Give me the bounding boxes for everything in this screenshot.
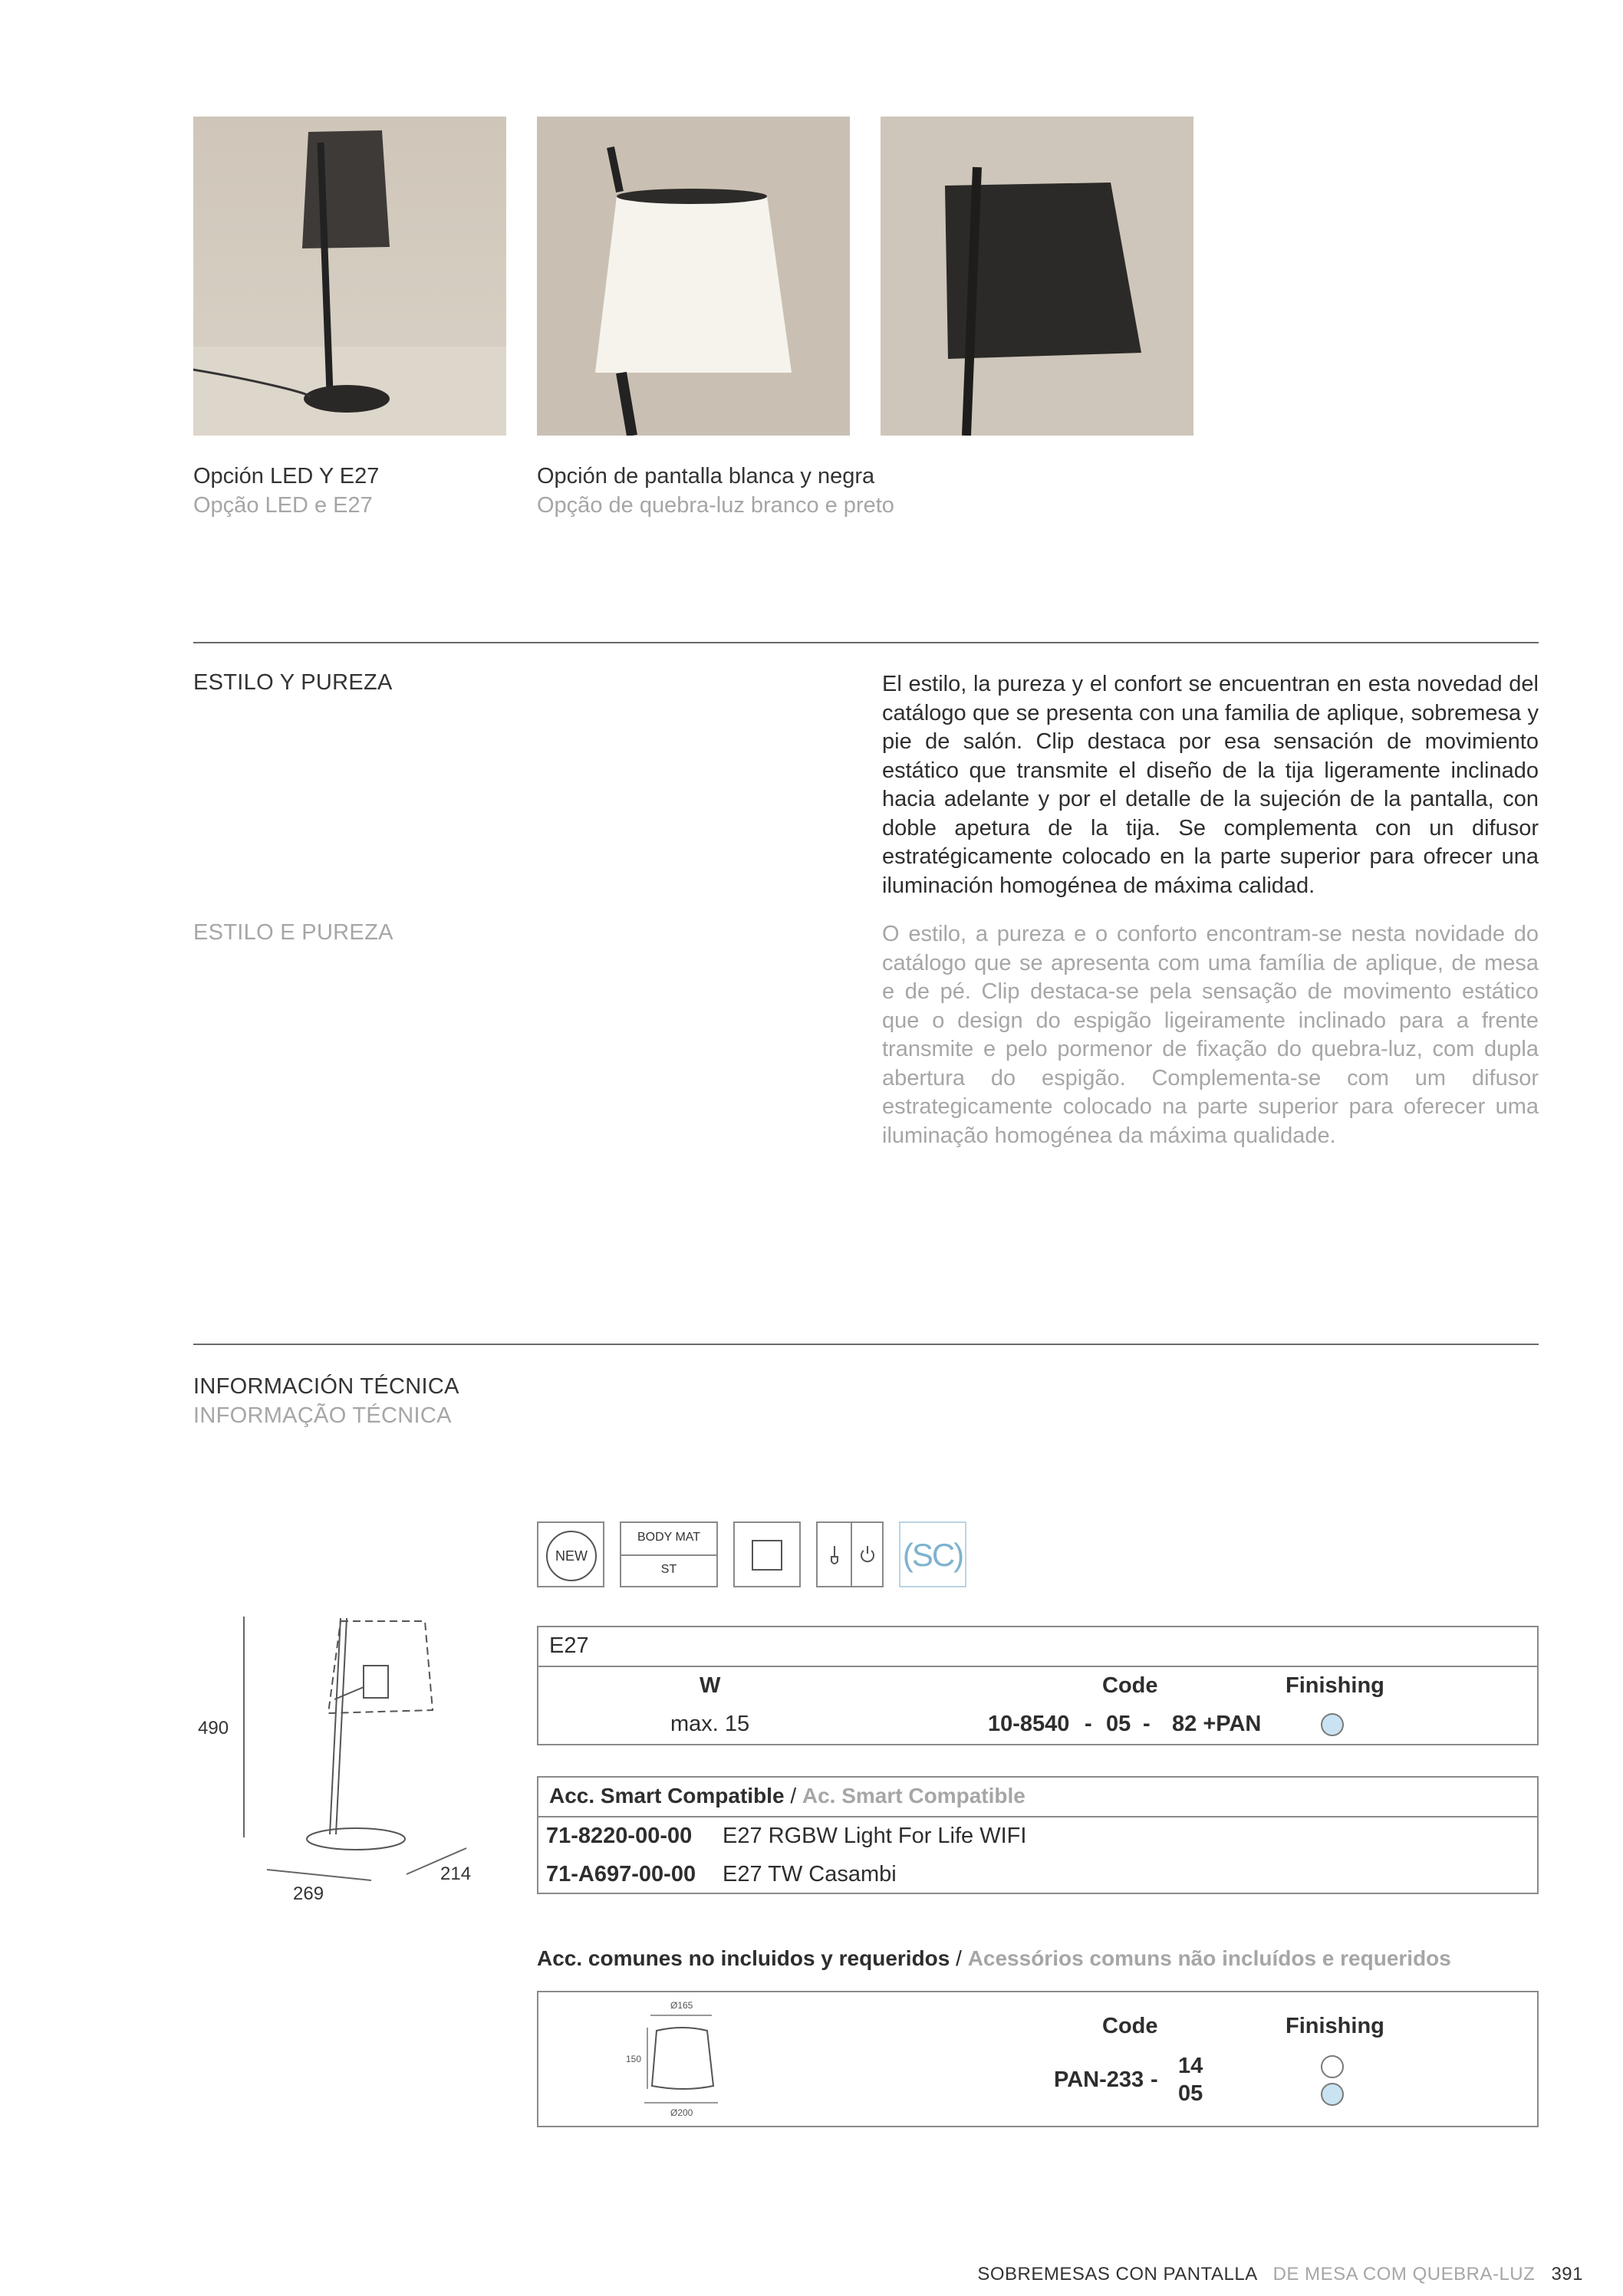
dim-depth: 214	[440, 1863, 472, 1884]
new-badge	[537, 1521, 604, 1587]
photo-lamp-led	[193, 117, 506, 436]
accessories-table	[537, 1991, 1539, 2127]
footer-section-pt: DE MESA COM QUEBRA-LUZ	[1272, 2264, 1536, 2284]
accessories-title-separator: /	[956, 1946, 962, 1970]
class-ii-icon	[733, 1521, 801, 1587]
caption-led	[193, 462, 379, 520]
e27-col-code: Code	[1102, 1673, 1158, 1698]
accessories-variant-05: 05	[1178, 2081, 1203, 2106]
smart-title-separator: /	[790, 1784, 797, 1808]
accessories-dash: -	[1151, 2067, 1158, 2092]
e27-table	[537, 1626, 1539, 1745]
switch-plug-icon	[816, 1521, 884, 1587]
divider-style	[193, 642, 1539, 643]
dim-height: 490	[198, 1718, 229, 1738]
tech-title-es: INFORMACIÓN TÉCNICA	[193, 1374, 459, 1399]
accessories-code: PAN-233	[1054, 2067, 1144, 2092]
style-title-pt: ESTILO E PUREZA	[193, 920, 393, 945]
smart-row-code: 71-A697-00-00	[546, 1862, 696, 1886]
shade-drawing	[621, 1997, 736, 2124]
photo-lamp-black-shade	[881, 117, 1193, 436]
body-mat-badge	[620, 1521, 718, 1587]
footer-section-es: SOBREMESAS CON PANTALLA	[977, 2264, 1257, 2284]
divider-tech	[193, 1344, 1539, 1345]
accessories-col-finishing: Finishing	[1286, 2014, 1384, 2038]
smart-row-desc: E27 RGBW Light For Life WIFI	[723, 1824, 1027, 1848]
tech-title-pt: INFORMAÇÃO TÉCNICA	[193, 1403, 452, 1428]
accessories-col-code: Code	[1102, 2014, 1158, 2038]
caption-led-es: Opción LED Y E27	[193, 464, 380, 488]
body-mat-label: BODY MAT	[637, 1531, 701, 1544]
e27-w-value: max. 15	[670, 1712, 750, 1736]
style-title-es: ESTILO Y PUREZA	[193, 670, 393, 695]
shade-bottom-dim: Ø200	[670, 2107, 693, 2118]
caption-shade-es: Opción de pantalla blanca y negra	[537, 464, 875, 488]
dim-width: 269	[293, 1883, 324, 1904]
lamp-technical-drawing	[193, 1610, 485, 1917]
page-number: 391	[1551, 2264, 1583, 2284]
e27-col-w: W	[700, 1673, 721, 1698]
e27-code-prefix: 10-8540	[988, 1712, 1070, 1736]
accessories-variant-14: 14	[1178, 2054, 1203, 2078]
accessories-title-es: Acc. comunes no incluidos y requeridos	[537, 1946, 950, 1970]
footer	[977, 2264, 1583, 2285]
smart-compatible-badge	[899, 1521, 966, 1587]
accessories-swatch-white	[1321, 2055, 1344, 2078]
sc-label: (SC)	[902, 1537, 963, 1573]
tech-heading	[193, 1372, 459, 1430]
accessories-title-pt: Acessórios comuns não incluídos e requeridos	[967, 1946, 1451, 1970]
smart-table-heading	[549, 1784, 1025, 1808]
e27-title: E27	[549, 1633, 589, 1658]
caption-shade-pt: Opção de quebra-luz branco e preto	[537, 493, 894, 518]
shade-height-dim: 150	[626, 2054, 642, 2064]
smart-row-desc: E27 TW Casambi	[723, 1862, 897, 1886]
e27-dash-2: -	[1143, 1712, 1151, 1736]
smart-compatible-table	[537, 1776, 1539, 1894]
e27-col-finishing: Finishing	[1286, 1673, 1384, 1698]
e27-code-mid: 05	[1106, 1712, 1131, 1736]
new-badge-label: NEW	[555, 1548, 588, 1564]
shade-top-dim: Ø165	[670, 2000, 693, 2011]
e27-dash-1: -	[1085, 1712, 1092, 1736]
e27-finishing-swatch	[1321, 1713, 1344, 1736]
caption-led-pt: Opção LED e E27	[193, 493, 373, 518]
photo-lamp-white-shade	[537, 117, 850, 436]
body-mat-value: ST	[660, 1563, 677, 1576]
style-text-es: El estilo, la pureza y el confort se encuentran en esta novedad del catálogo que se presenta con una familia de aplique, sobremesa y pie de salón. Clip destaca por esa sensación de movimiento estático que transmite el diseño de la tija ligeramente inclinado hacia adelante y por el detalle de la sujeción de la pantalla, con doble apetura de la tija. Se complementa con un difusor estratégicamente colocado en la parte superior para ofrecer una iluminación homogénea de máxima calidad.	[882, 672, 1539, 898]
smart-row-code: 71-8220-00-00	[546, 1824, 693, 1848]
accessories-swatch-blue	[1321, 2083, 1344, 2106]
style-text-pt: O estilo, a pureza e o conforto encontram-se nesta novidade do catálogo que se apresenta com uma família de aplique, de mesa e de pé. Clip destaca-se pela sensação de movimento estático que o design do espigão ligeiramente inclinado para a frente transmite e pelo pormenor de fixação do quebra-luz, com dupla abertura do espigão. Complementa-se com um difusor estrategicamente colocado na parte superior para oferecer uma iluminação homogénea da máxima qualidade.	[882, 922, 1539, 1148]
smart-title-pt: Ac. Smart Compatible	[802, 1784, 1025, 1808]
accessories-heading	[537, 1946, 1451, 1971]
e27-code-suffix: 82 +PAN	[1172, 1712, 1262, 1736]
caption-shade	[537, 462, 894, 520]
smart-title-es: Acc. Smart Compatible	[549, 1784, 785, 1808]
